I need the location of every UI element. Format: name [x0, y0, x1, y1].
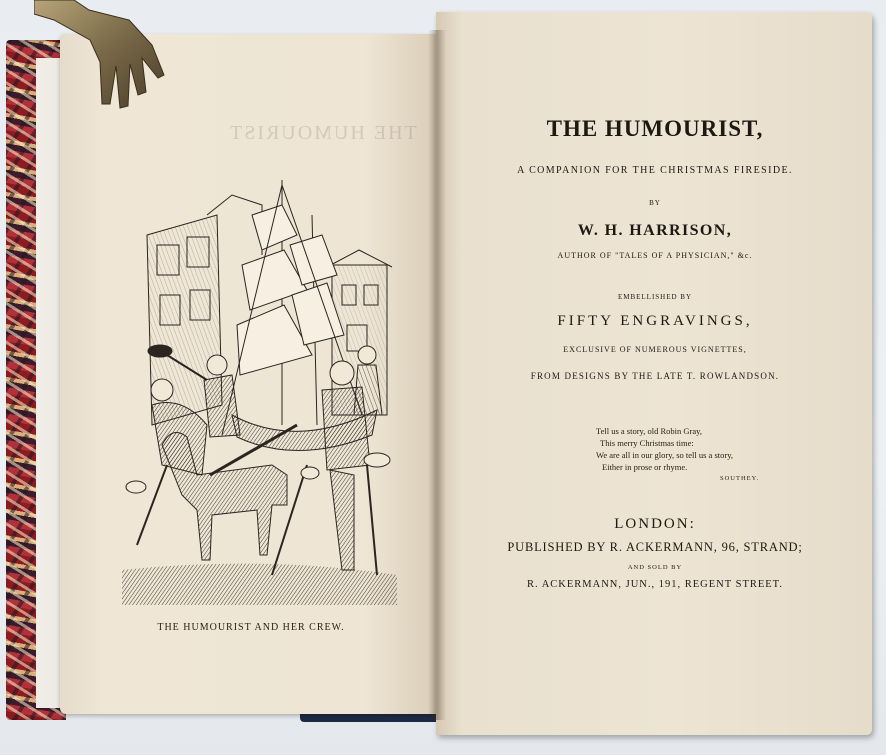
frontispiece-caption: THE HUMOURIST AND HER CREW.	[157, 622, 345, 633]
vignettes-line: EXCLUSIVE OF NUMEROUS VIGNETTES,	[563, 345, 747, 354]
epigraph-line: This merry Christmas time:	[600, 438, 694, 448]
epigraph-line: We are all in our glory, so tell us a story,	[596, 450, 734, 460]
embellished-line: EMBELLISHED BY	[617, 293, 693, 301]
epigraph	[596, 425, 766, 485]
page-gutter	[428, 30, 446, 720]
book-subtitle: A COMPANION FOR THE CHRISTMAS FIRESIDE.	[517, 165, 793, 176]
imprint-publisher: PUBLISHED BY R. ACKERMANN, 96, STRAND;	[507, 540, 803, 554]
author-note: AUTHOR OF "TALES OF A PHYSICIAN," &c.	[557, 251, 753, 260]
imprint-sold-by: AND SOLD BY	[627, 564, 683, 571]
brass-hand-weight	[34, 0, 174, 120]
epigraph-attribution: SOUTHEY.	[720, 475, 760, 482]
designs-line: FROM DESIGNS BY THE LATE T. ROWLANDSON.	[530, 371, 780, 381]
book-title: THE HUMOURIST,	[546, 116, 764, 141]
author-name: W. H. HARRISON,	[577, 222, 733, 239]
by-line: BY	[649, 199, 661, 207]
engravings-line: FIFTY ENGRAVINGS,	[557, 313, 753, 329]
show-through-text: THE HUMOURIST	[228, 122, 417, 144]
epigraph-line: Tell us a story, old Robin Gray,	[596, 426, 702, 436]
epigraph-line: Either in prose or rhyme.	[602, 462, 688, 472]
imprint-city: LONDON:	[614, 516, 696, 532]
imprint-seller: R. ACKERMANN, JUN., 191, REGENT STREET.	[527, 579, 783, 590]
frontispiece-engraving	[122, 175, 397, 605]
